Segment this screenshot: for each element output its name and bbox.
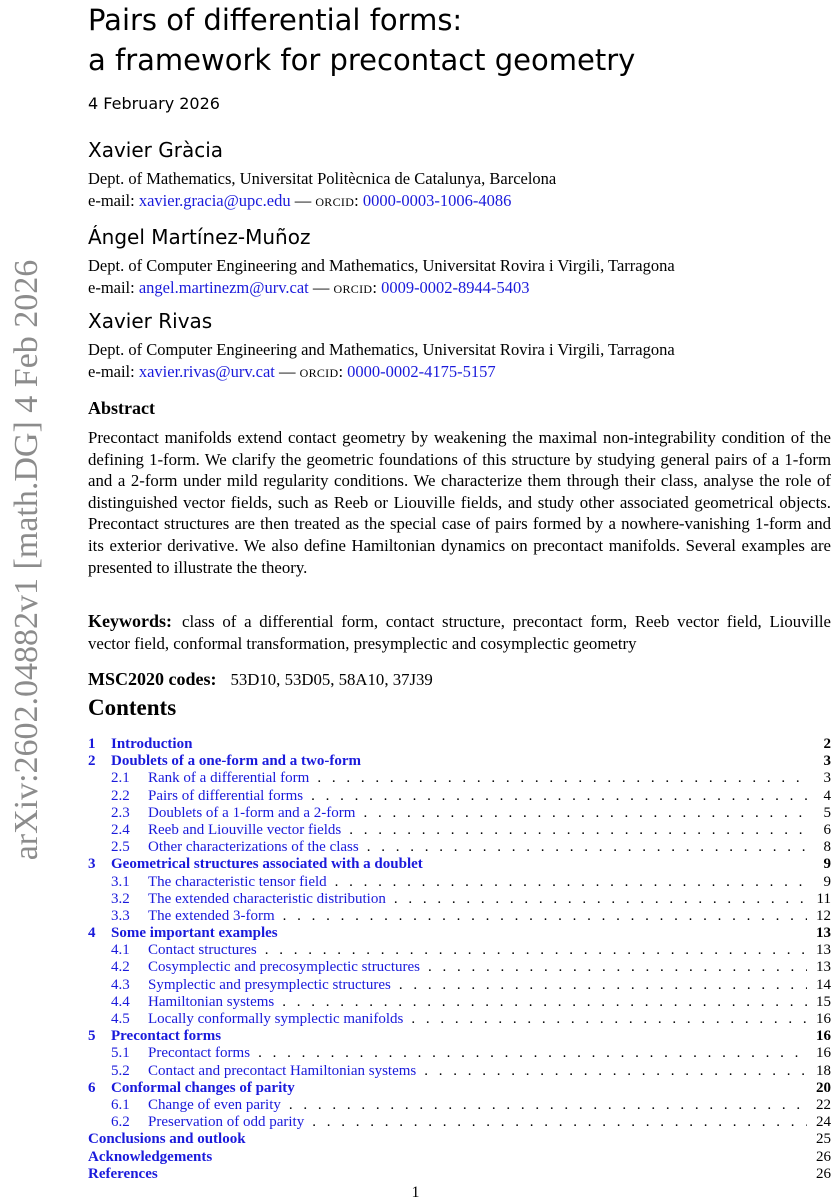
toc-entry-page: 14 [816,976,831,993]
author-orcid-link-1[interactable]: 0000-0003-1006-4086 [362,191,512,210]
toc-entry[interactable] [88,1080,831,1097]
orcid-colon: : [338,362,348,381]
toc-entry[interactable] [88,822,831,839]
toc-leader-dots [311,788,807,805]
abstract-heading: Abstract [88,398,155,418]
toc-entry[interactable] [88,925,831,942]
toc-entry-number: 3.1 [111,873,130,890]
toc-entry-page: 9 [823,856,831,873]
toc-entry-page: 12 [816,907,831,924]
toc-entry[interactable] [88,1097,831,1114]
toc-entry-number: 6 [88,1079,96,1096]
toc-entry[interactable] [88,1028,831,1045]
msc-label: MSC2020 codes: [88,669,217,689]
toc-entry[interactable] [88,908,831,925]
toc-leader-dots [289,1097,807,1114]
toc-entry[interactable] [88,1114,831,1131]
toc-entry-number: 2 [88,753,96,770]
orcid-label: orcid [315,191,355,210]
toc-entry-title[interactable]: Rank of a differential form [148,770,310,787]
toc-entry-page: 22 [816,1096,831,1113]
keywords-text: class of a differential form, contact structure, precontact form, Reeb vector field, Liouville vector field, conformal transformation, presymplectic and cosymplectic geometry [88,612,831,653]
toc-leader-dots [428,959,807,976]
toc-entry-page: 9 [823,873,831,890]
toc-entry-page: 25 [816,1131,831,1148]
author-orcid-link-2[interactable]: 0009-0002-8944-5403 [381,278,530,297]
toc-entry-title[interactable]: Conformal changes of parity [111,1079,295,1096]
toc-entry[interactable] [88,874,831,891]
toc-entry[interactable] [88,753,831,770]
contents-heading: Contents [88,695,177,720]
toc-entry-number: 3 [88,856,96,873]
toc-entry-number: 4.1 [111,942,130,959]
toc-entry-title[interactable]: Cosymplectic and precosymplectic structures [148,959,420,976]
toc-entry-title[interactable]: Some important examples [111,925,278,942]
toc-leader-dots [317,770,807,787]
orcid-colon: : [372,278,382,297]
toc-entry-page: 26 [816,1165,831,1182]
toc-entry-page: 16 [816,1028,831,1045]
toc-entry-title[interactable]: The extended 3-form [148,907,275,924]
page-number: 1 [411,1184,420,1201]
toc-entry-title[interactable]: Contact and precontact Hamiltonian systems [148,1062,417,1079]
author-name-3: Xavier Rivas [88,309,213,333]
author-contact-2 [88,278,530,298]
toc-entry[interactable] [88,1063,831,1080]
paper-date: 4 February 2026 [88,94,220,113]
toc-entry[interactable] [88,805,831,822]
email-label: e-mail: [88,362,139,381]
toc-leader-dots [258,1045,807,1062]
keywords-block [88,611,831,654]
toc-entry-page: 4 [823,787,831,804]
toc-entry-title[interactable]: Doublets of a 1-form and a 2-form [148,804,356,821]
keywords-label: Keywords: [88,611,172,631]
toc-leader-dots [367,839,807,856]
toc-entry-page: 3 [823,770,831,787]
toc-entry-title[interactable]: References [88,1165,158,1182]
toc-entry-title[interactable]: Precontact forms [148,1045,251,1062]
toc-entry[interactable] [88,1011,831,1028]
orcid-colon: : [354,191,363,210]
toc-entry-page: 2 [823,736,831,752]
toc-entry-page: 16 [816,1045,831,1062]
separator: — [274,362,300,381]
toc-entry-title[interactable]: Precontact forms [111,1028,222,1045]
toc-entry-page: 3 [823,753,831,770]
toc-entry-page: 15 [816,993,831,1010]
toc-entry[interactable] [88,839,831,856]
toc-entry-title[interactable]: Other characterizations of the class [148,839,359,856]
toc-leader-dots [411,1011,807,1028]
toc-entry-title[interactable]: Reeb and Liouville vector fields [148,821,342,838]
toc-entry-page: 6 [823,821,831,838]
toc-entry[interactable] [88,977,831,994]
author-email-link-1[interactable]: xavier.gracia@upc.edu [138,191,291,210]
author-email-link-2[interactable]: angel.martinezm@urv.cat [138,278,309,297]
arxiv-identifier: arXiv:2602.04882v1 [math.DG] 4 Feb 2026 [8,259,45,861]
toc-entry-title[interactable]: Hamiltonian systems [148,993,275,1010]
author-affiliation-3: Dept. of Computer Engineering and Mathematics, Universitat Rovira i Virgili, Tarragona [88,340,675,359]
msc-codes: 53D10, 53D05, 58A10, 37J39 [230,670,433,689]
toc-entry[interactable] [88,770,831,787]
toc-entry-title[interactable]: Change of even parity [148,1096,281,1113]
toc-leader-dots [282,994,807,1011]
toc-entry[interactable] [88,788,831,805]
orcid-label: orcid [333,278,373,297]
arxiv-sidebar-stamp [0,0,54,900]
toc-leader-dots [399,977,807,994]
toc-entry-title[interactable]: Preservation of odd parity [148,1114,305,1131]
toc-entry-title[interactable]: Introduction [111,736,193,752]
toc-entry[interactable] [88,1149,831,1166]
email-label: e-mail: [88,278,139,297]
toc-entry-page: 26 [816,1148,831,1165]
toc-leader-dots [283,908,807,925]
toc-entry[interactable] [88,942,831,959]
toc-entry-number: 5 [88,1028,96,1045]
toc-entry-number: 4.3 [111,976,130,993]
email-label: e-mail: [88,191,139,210]
author-email-link-3[interactable]: xavier.rivas@urv.cat [138,362,275,381]
toc-entry-title[interactable]: Conclusions and outlook [88,1131,246,1148]
toc-entry[interactable] [88,994,831,1011]
author-contact-3 [88,362,496,382]
toc-entry-title[interactable]: The characteristic tensor field [148,873,327,890]
toc-entry-page: 13 [816,925,831,942]
toc-entry-page: 13 [816,959,831,976]
toc-entry-title[interactable]: Symplectic and presymplectic structures [148,976,391,993]
toc-entry-title[interactable]: The extended characteristic distribution [148,890,386,907]
author-name-1: Xavier Gràcia [88,138,224,162]
toc-entry[interactable] [88,736,831,753]
toc-entry[interactable] [88,959,831,976]
author-affiliation-2: Dept. of Computer Engineering and Mathematics, Universitat Rovira i Virgili, Tarragona [88,256,675,275]
title-line-1: Pairs of differential forms: [88,3,463,37]
toc-entry-page: 18 [816,1062,831,1079]
toc-entry[interactable] [88,856,831,873]
abstract-text: Precontact manifolds extend contact geometry by weakening the maximal non-integrability condition of the defining 1-form. We clarify the geometric foundations of this structure by studying general pairs of a 1-form and a 2-form under mild regularity conditions. We characterize them through their class, analyse the role of distinguished vector fields, such as Reeb or Liouville fields, and study other associated geometrical objects. Precontact structures are then treated as the special case of pairs formed by a nowhere-vanishing 1-form and its exterior derivative. We also define Hamiltonian dynamics on precontact manifolds. Several examples are presented to illustrate the theory. [88,428,831,577]
toc-entry-page: 24 [816,1114,831,1131]
toc-entry-page: 11 [816,890,831,907]
toc-entry-number: 6.2 [111,1114,130,1131]
toc-leader-dots [335,874,807,891]
toc-entry-number: 2.4 [111,821,130,838]
separator: — [308,278,334,297]
author-orcid-link-3[interactable]: 0000-0002-4175-5157 [347,362,496,381]
toc-entry-number: 5.2 [111,1062,130,1079]
toc-entry-title[interactable]: Doublets of a one-form and a two-form [111,753,361,770]
toc-leader-dots [265,942,807,959]
separator: — [290,191,316,210]
author-affiliation-1: Dept. of Mathematics, Universitat Politècnica de Catalunya, Barcelona [88,169,557,188]
toc-entry[interactable] [88,1131,831,1148]
author-contact-1 [88,191,511,211]
toc-leader-dots [349,822,807,839]
author-name-2: Ángel Martínez-Muñoz [88,225,311,249]
toc-entry[interactable] [88,1045,831,1062]
toc-entry-title[interactable]: Acknowledgements [88,1148,213,1165]
toc-leader-dots [394,891,807,908]
toc-entry-number: 2.2 [111,787,130,804]
toc-entry-page: 5 [823,804,831,821]
toc-entry-title[interactable]: Geometrical structures associated with a doublet [111,856,423,873]
toc-entry-page: 16 [816,1011,831,1027]
orcid-label: orcid [299,362,339,381]
paper-title [88,0,635,80]
toc-entry-number: 4.4 [111,993,130,1010]
toc-entry-page: 8 [823,839,831,856]
toc-entry-title[interactable]: Locally conformally symplectic manifolds [148,1011,404,1027]
toc-leader-dots [363,805,807,822]
toc-entry-number: 3.2 [111,890,130,907]
table-of-contents [88,736,831,1183]
toc-entry-number: 2.3 [111,804,130,821]
toc-leader-dots [424,1063,807,1080]
toc-entry-page: 13 [816,942,831,959]
toc-entry-number: 2.5 [111,839,130,856]
toc-leader-dots [312,1114,807,1131]
toc-entry[interactable] [88,891,831,908]
toc-entry-number: 3.3 [111,907,130,924]
title-line-2: a framework for precontact geometry [88,43,636,77]
toc-entry[interactable] [88,1166,831,1183]
toc-entry-title[interactable]: Pairs of differential forms [148,787,304,804]
toc-entry-title[interactable]: Contact structures [148,942,257,959]
toc-entry-number: 6.1 [111,1096,130,1113]
toc-entry-number: 4.2 [111,959,130,976]
toc-entry-number: 2.1 [111,770,130,787]
toc-entry-number: 4 [88,925,96,942]
toc-entry-page: 20 [816,1079,831,1096]
toc-entry-number: 5.1 [111,1045,130,1062]
toc-entry-number: 1 [88,736,96,752]
msc-block [88,669,433,690]
toc-entry-number: 4.5 [111,1011,130,1027]
